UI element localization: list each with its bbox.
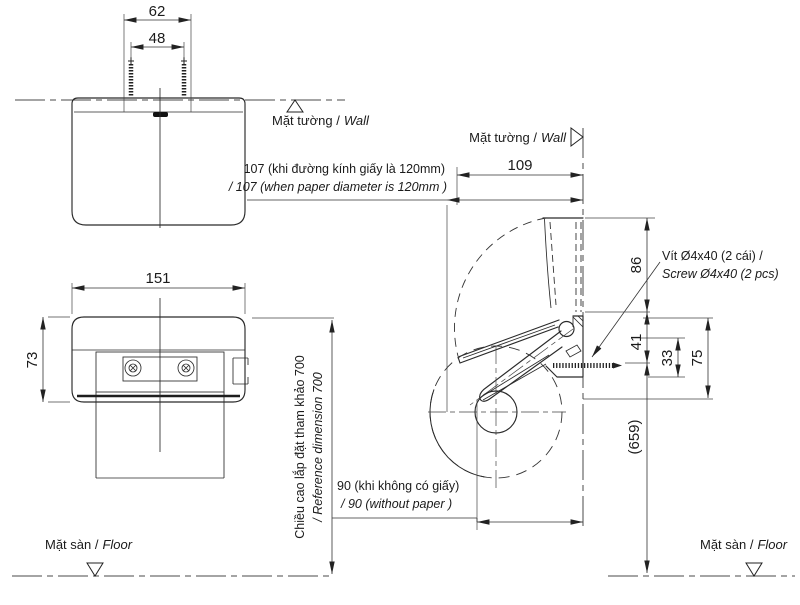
front-view: [24, 270, 248, 478]
hinge-pin: [559, 322, 574, 337]
dim-62: 62: [148, 3, 166, 20]
screw-right: [181, 57, 187, 97]
floor-level-icon: [746, 563, 762, 576]
dim-659: (659): [626, 419, 643, 455]
floor-left: [12, 537, 330, 576]
front-screw-right: [178, 360, 194, 376]
front-screw-left: [125, 360, 141, 376]
bracket-slot: [566, 345, 581, 357]
screw-left: [128, 57, 134, 97]
screw-callout-vi: Vít Ø4x40 (2 cái) /: [662, 249, 763, 263]
wall-label-side: Mặt tường / Wall: [469, 130, 566, 145]
floor-label-left: Mặt sàn / Floor: [45, 537, 133, 552]
dim-109: 109: [507, 157, 533, 174]
flap-swing-arc: [454, 218, 546, 356]
dim-151: 151: [145, 270, 171, 287]
floor-label-right: Mặt sàn / Floor: [700, 537, 788, 552]
note-107-en: / 107 (when paper diameter is 120mm ): [228, 180, 447, 194]
note-90-en: / 90 (without paper ): [341, 497, 453, 511]
wall-bracket: [546, 316, 583, 377]
dim-73: 73: [24, 351, 41, 369]
roll-outline-solid: [430, 389, 484, 477]
note-107-vi: 107 (khi đường kính giấy là 120mm): [243, 162, 445, 176]
flap-closed-line: [545, 219, 552, 308]
dim-48: 48: [148, 30, 166, 47]
reference-height: [252, 318, 334, 574]
flap-closed-hidden: [550, 222, 556, 305]
wall-level-icon: [571, 128, 583, 146]
holder-body-frontview: [72, 317, 245, 402]
dim-41: 41: [628, 333, 645, 351]
paper-roll: [428, 346, 566, 492]
flap-open: [458, 320, 559, 363]
note-90-vi: 90 (khi không có giấy): [337, 479, 460, 493]
floor-level-icon: [87, 563, 103, 576]
backplate-hidden: [576, 222, 581, 312]
paper-hook: [233, 358, 248, 384]
reference-label-en: / Reference dimension 700: [311, 372, 325, 522]
dim-86: 86: [628, 256, 645, 274]
mounting-screw: [553, 363, 622, 369]
dim-75: 75: [689, 349, 706, 367]
reference-label-vi: Chiều cao lắp đặt tham khảo 700: [293, 355, 307, 539]
holder-body-topview: [72, 98, 245, 225]
slot: [153, 112, 168, 117]
top-view: [15, 3, 370, 228]
wall-label-top: Mặt tường / Wall: [272, 113, 369, 128]
dim-33: 33: [659, 349, 676, 367]
screw-leader: [592, 262, 660, 357]
floor-right: [608, 537, 795, 576]
wall-level-icon: [287, 100, 303, 112]
screw-callout-en: Screw Ø4x40 (2 pcs): [662, 267, 779, 281]
